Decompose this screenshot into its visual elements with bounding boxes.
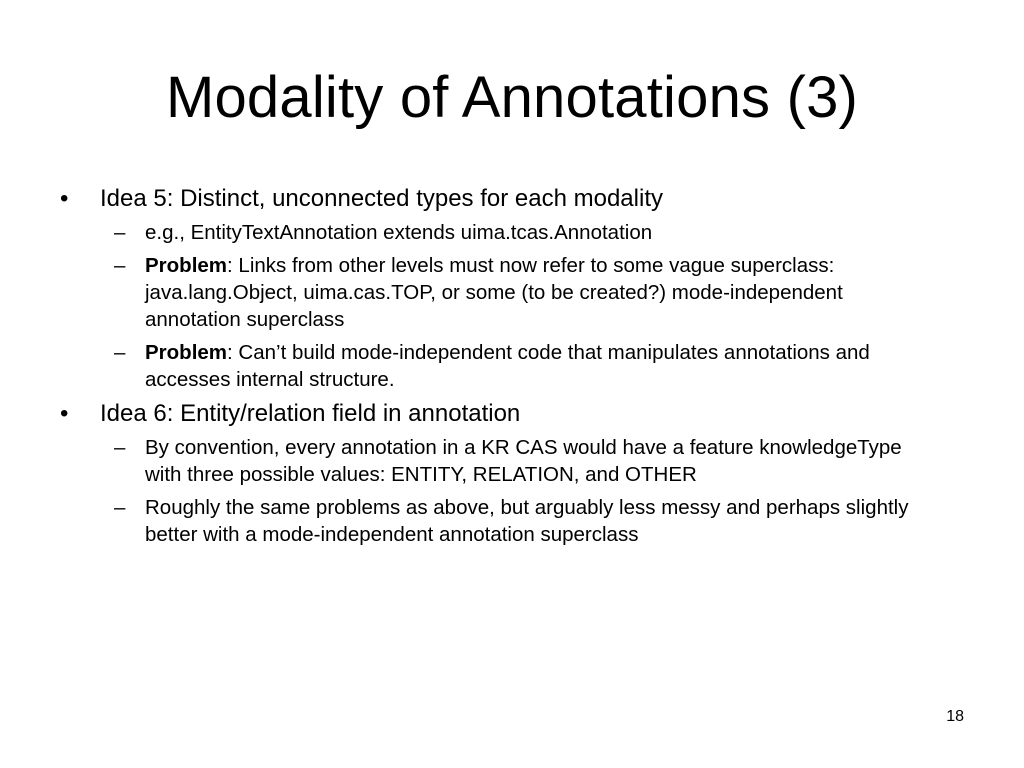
subbullet-problem-links (100, 252, 935, 333)
bullet-idea-5 (58, 184, 958, 213)
bullet-idea-6 (58, 399, 958, 428)
bullet-icon: • (60, 185, 69, 212)
subbullet-text: : Can’t build mode-independent code that manipulates annotations and accesses internal structure. (145, 341, 870, 391)
subbullet-convention (100, 434, 935, 488)
page-number: 18 (946, 708, 964, 725)
subbullet-roughly (100, 494, 935, 548)
subbullet-problem-code (100, 339, 935, 393)
dash-icon: – (114, 341, 126, 364)
subbullet-text: e.g., EntityTextAnnotation extends uima.tcas.Annotation (145, 221, 653, 244)
problem-label: Problem (145, 341, 228, 364)
subbullet-text: Roughly the same problems as above, but arguably less messy and perhaps slightly better with a mode-independent annotation superclass (145, 496, 909, 546)
subbullet-text: : Links from other levels must now refer to some vague superclass: java.lang.Object, uima.cas.TOP, or some (to be created?) mode-independent annotation superclass (145, 254, 843, 331)
bullet-text: Idea 5: Distinct, unconnected types for each modality (100, 185, 663, 212)
slide-title: Modality of Annotations (3) (165, 65, 859, 130)
dash-icon: – (114, 436, 126, 459)
dash-icon: – (114, 254, 126, 277)
subbullet-example (100, 219, 935, 246)
subbullet-text: By convention, every annotation in a KR CAS would have a feature knowledgeType with three possible values: ENTITY, RELATION, and OTHER (145, 436, 902, 486)
problem-label: Problem (145, 254, 228, 277)
bullet-text: Idea 6: Entity/relation field in annotation (100, 400, 521, 427)
bullet-icon: • (60, 400, 69, 427)
dash-icon: – (114, 496, 126, 519)
slide-body (58, 184, 958, 554)
dash-icon: – (114, 221, 126, 244)
